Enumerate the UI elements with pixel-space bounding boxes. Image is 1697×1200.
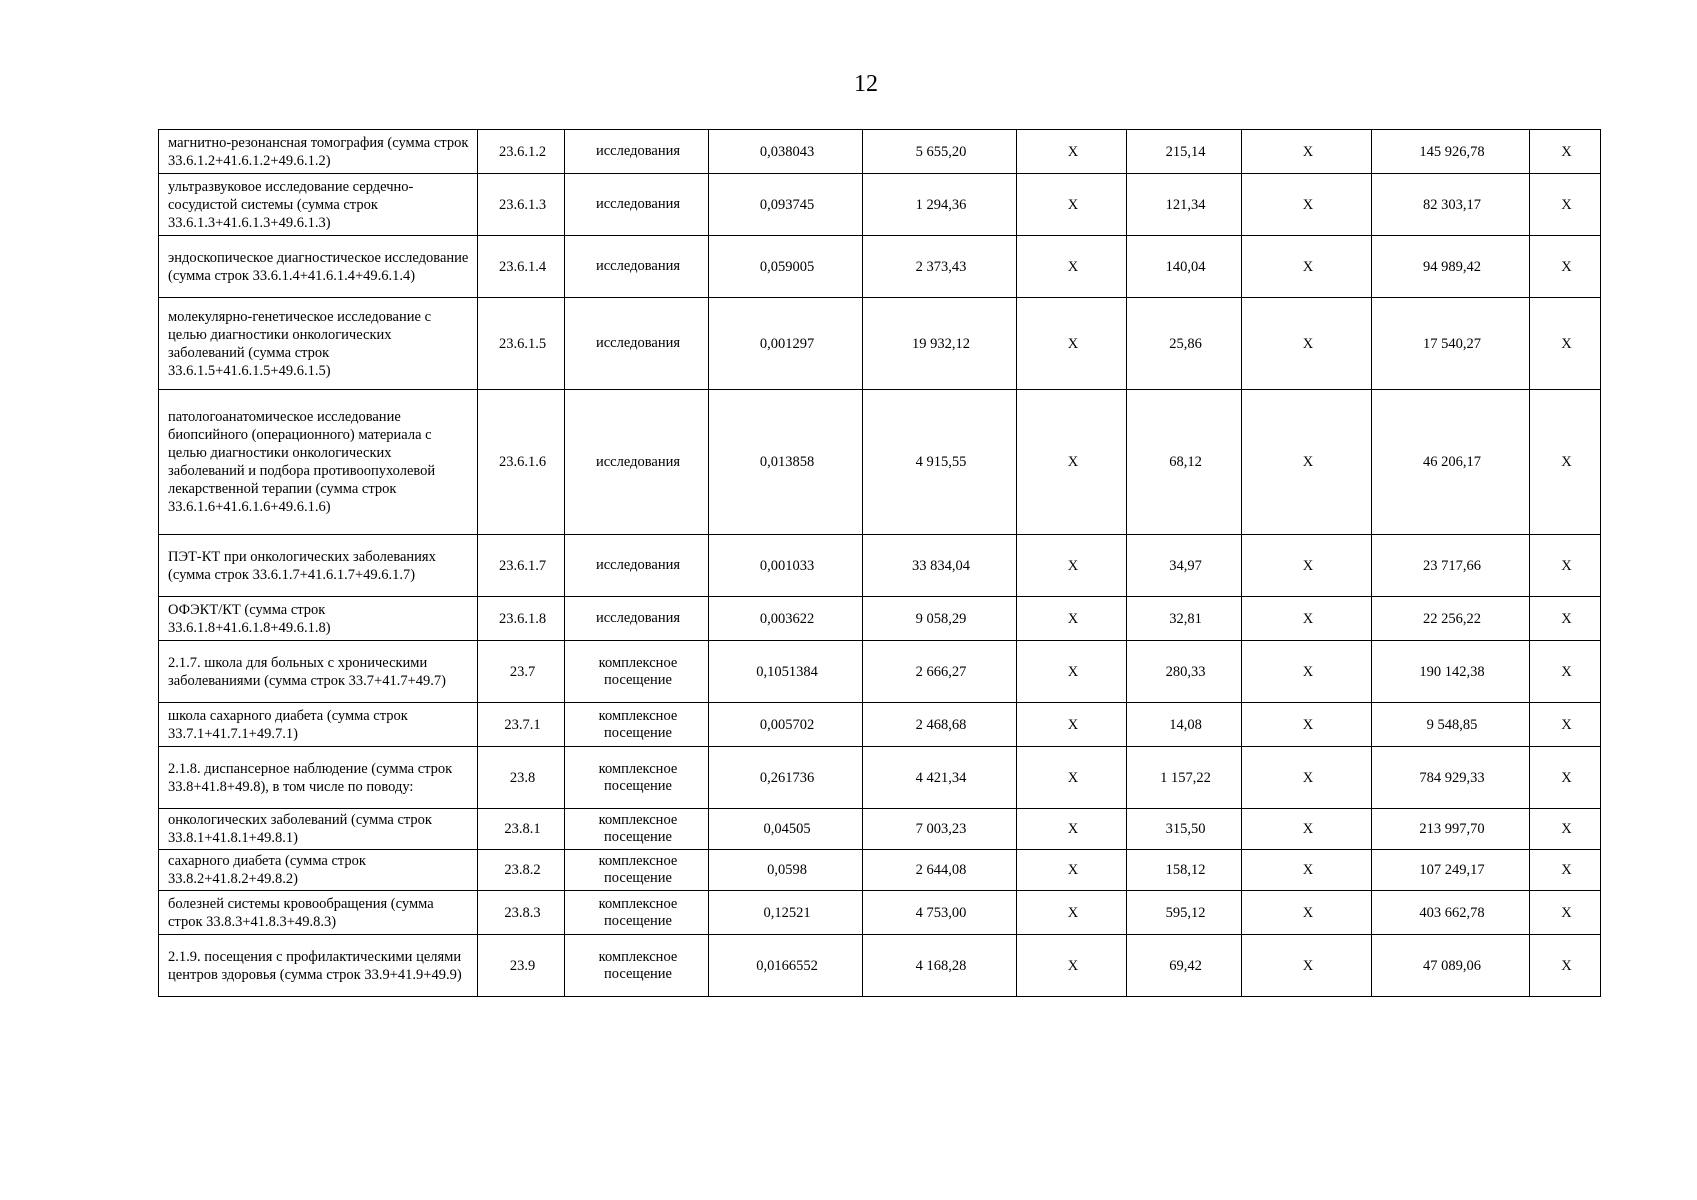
row-col6: Х [1017, 850, 1127, 891]
row-col6: Х [1017, 298, 1127, 390]
tariff-table [158, 129, 1601, 997]
row-col10: Х [1530, 747, 1601, 809]
row-col7: 595,12 [1127, 891, 1242, 935]
table-row [159, 236, 1601, 298]
row-col9: 784 929,33 [1372, 747, 1530, 809]
row-unit: комплексное посещение [565, 850, 709, 891]
table-row [159, 891, 1601, 935]
row-col10: Х [1530, 535, 1601, 597]
row-col7: 315,50 [1127, 809, 1242, 850]
row-col7: 215,14 [1127, 130, 1242, 174]
row-code: 23.8.3 [478, 891, 565, 935]
row-norm: 0,003622 [709, 597, 863, 641]
row-col8: Х [1242, 390, 1372, 535]
row-col8: Х [1242, 174, 1372, 236]
row-col9: 94 989,42 [1372, 236, 1530, 298]
row-cost: 2 644,08 [863, 850, 1017, 891]
page-number: 12 [854, 71, 878, 97]
row-unit: исследования [565, 236, 709, 298]
table-row [159, 850, 1601, 891]
row-cost: 2 666,27 [863, 641, 1017, 703]
row-col6: Х [1017, 747, 1127, 809]
row-name: школа сахарного диабета (сумма строк 33.7.1+41.7.1+49.7.1) [159, 703, 478, 747]
row-col9: 9 548,85 [1372, 703, 1530, 747]
row-col10: Х [1530, 174, 1601, 236]
row-code: 23.8.2 [478, 850, 565, 891]
row-col10: Х [1530, 236, 1601, 298]
row-name: патологоанатомическое исследование биопсийного (операционного) материала с целью диагностики онкологических заболеваний и подбора противоопухолевой лекарственной терапии (сумма строк 33.6.1.6+41.6.1.6+49.6.1.6) [159, 390, 478, 535]
table-row [159, 703, 1601, 747]
row-name: онкологических заболеваний (сумма строк 33.8.1+41.8.1+49.8.1) [159, 809, 478, 850]
table-row [159, 390, 1601, 535]
row-cost: 4 915,55 [863, 390, 1017, 535]
row-norm: 0,001033 [709, 535, 863, 597]
row-col7: 25,86 [1127, 298, 1242, 390]
row-col10: Х [1530, 935, 1601, 997]
row-cost: 5 655,20 [863, 130, 1017, 174]
row-col6: Х [1017, 703, 1127, 747]
row-col6: Х [1017, 130, 1127, 174]
row-cost: 4 753,00 [863, 891, 1017, 935]
row-code: 23.6.1.4 [478, 236, 565, 298]
row-code: 23.6.1.2 [478, 130, 565, 174]
row-norm: 0,093745 [709, 174, 863, 236]
table-row [159, 298, 1601, 390]
row-norm: 0,005702 [709, 703, 863, 747]
row-name: магнитно-резонансная томография (сумма строк 33.6.1.2+41.6.1.2+49.6.1.2) [159, 130, 478, 174]
row-col7: 140,04 [1127, 236, 1242, 298]
row-col6: Х [1017, 891, 1127, 935]
row-col7: 69,42 [1127, 935, 1242, 997]
table-row [159, 597, 1601, 641]
row-code: 23.8 [478, 747, 565, 809]
row-unit: комплексное посещение [565, 891, 709, 935]
row-col8: Х [1242, 298, 1372, 390]
row-cost: 19 932,12 [863, 298, 1017, 390]
row-col7: 121,34 [1127, 174, 1242, 236]
row-unit: комплексное посещение [565, 809, 709, 850]
row-col6: Х [1017, 390, 1127, 535]
row-cost: 4 168,28 [863, 935, 1017, 997]
row-name: болезней системы кровообращения (сумма строк 33.8.3+41.8.3+49.8.3) [159, 891, 478, 935]
row-unit: исследования [565, 130, 709, 174]
row-code: 23.9 [478, 935, 565, 997]
row-code: 23.6.1.6 [478, 390, 565, 535]
row-norm: 0,038043 [709, 130, 863, 174]
row-col8: Х [1242, 703, 1372, 747]
row-name: 2.1.9. посещения с профилактическими целями центров здоровья (сумма строк 33.9+41.9+49.9) [159, 935, 478, 997]
row-cost: 33 834,04 [863, 535, 1017, 597]
row-col9: 47 089,06 [1372, 935, 1530, 997]
row-unit: комплексное посещение [565, 935, 709, 997]
row-col9: 22 256,22 [1372, 597, 1530, 641]
row-col8: Х [1242, 236, 1372, 298]
row-unit: комплексное посещение [565, 641, 709, 703]
row-name: 2.1.8. диспансерное наблюдение (сумма строк 33.8+41.8+49.8), в том числе по поводу: [159, 747, 478, 809]
row-col8: Х [1242, 597, 1372, 641]
row-cost: 2 468,68 [863, 703, 1017, 747]
row-col6: Х [1017, 935, 1127, 997]
row-unit: комплексное посещение [565, 747, 709, 809]
table-row [159, 535, 1601, 597]
row-norm: 0,0166552 [709, 935, 863, 997]
row-col8: Х [1242, 130, 1372, 174]
row-norm: 0,1051384 [709, 641, 863, 703]
row-name: ОФЭКТ/КТ (сумма строк 33.6.1.8+41.6.1.8+49.6.1.8) [159, 597, 478, 641]
table-row [159, 809, 1601, 850]
row-name: ПЭТ-КТ при онкологических заболеваниях (сумма строк 33.6.1.7+41.6.1.7+49.6.1.7) [159, 535, 478, 597]
table-row [159, 641, 1601, 703]
row-code: 23.6.1.8 [478, 597, 565, 641]
row-col10: Х [1530, 641, 1601, 703]
row-col9: 17 540,27 [1372, 298, 1530, 390]
row-cost: 9 058,29 [863, 597, 1017, 641]
row-col6: Х [1017, 809, 1127, 850]
row-col8: Х [1242, 850, 1372, 891]
row-col9: 213 997,70 [1372, 809, 1530, 850]
row-unit: исследования [565, 390, 709, 535]
row-col9: 403 662,78 [1372, 891, 1530, 935]
row-col7: 68,12 [1127, 390, 1242, 535]
table-body [159, 130, 1601, 997]
row-norm: 0,013858 [709, 390, 863, 535]
row-name: сахарного диабета (сумма строк 33.8.2+41.8.2+49.8.2) [159, 850, 478, 891]
row-name: эндоскопическое диагностическое исследование (сумма строк 33.6.1.4+41.6.1.4+49.6.1.4) [159, 236, 478, 298]
row-col6: Х [1017, 597, 1127, 641]
table-row [159, 935, 1601, 997]
row-norm: 0,059005 [709, 236, 863, 298]
row-unit: исследования [565, 535, 709, 597]
row-unit: исследования [565, 298, 709, 390]
row-col10: Х [1530, 298, 1601, 390]
row-code: 23.8.1 [478, 809, 565, 850]
row-code: 23.6.1.5 [478, 298, 565, 390]
row-col10: Х [1530, 597, 1601, 641]
row-code: 23.7 [478, 641, 565, 703]
row-col9: 46 206,17 [1372, 390, 1530, 535]
row-norm: 0,12521 [709, 891, 863, 935]
row-unit: комплексное посещение [565, 703, 709, 747]
row-col6: Х [1017, 174, 1127, 236]
row-norm: 0,0598 [709, 850, 863, 891]
row-col10: Х [1530, 130, 1601, 174]
row-col7: 158,12 [1127, 850, 1242, 891]
table-row [159, 747, 1601, 809]
row-col7: 34,97 [1127, 535, 1242, 597]
row-col7: 280,33 [1127, 641, 1242, 703]
row-col10: Х [1530, 850, 1601, 891]
row-col8: Х [1242, 809, 1372, 850]
row-norm: 0,261736 [709, 747, 863, 809]
row-col8: Х [1242, 535, 1372, 597]
row-col8: Х [1242, 891, 1372, 935]
row-cost: 2 373,43 [863, 236, 1017, 298]
row-cost: 1 294,36 [863, 174, 1017, 236]
row-cost: 7 003,23 [863, 809, 1017, 850]
row-code: 23.6.1.7 [478, 535, 565, 597]
row-cost: 4 421,34 [863, 747, 1017, 809]
row-norm: 0,04505 [709, 809, 863, 850]
row-col10: Х [1530, 891, 1601, 935]
table-row [159, 130, 1601, 174]
row-name: 2.1.7. школа для больных с хроническими заболеваниями (сумма строк 33.7+41.7+49.7) [159, 641, 478, 703]
row-col9: 107 249,17 [1372, 850, 1530, 891]
row-col9: 190 142,38 [1372, 641, 1530, 703]
row-unit: исследования [565, 597, 709, 641]
row-code: 23.6.1.3 [478, 174, 565, 236]
row-col6: Х [1017, 641, 1127, 703]
row-col8: Х [1242, 935, 1372, 997]
row-code: 23.7.1 [478, 703, 565, 747]
row-col10: Х [1530, 809, 1601, 850]
row-name: ультразвуковое исследование сердечно-сосудистой системы (сумма строк 33.6.1.3+41.6.1.3+49.6.1.3) [159, 174, 478, 236]
row-col6: Х [1017, 236, 1127, 298]
row-col7: 14,08 [1127, 703, 1242, 747]
row-col7: 1 157,22 [1127, 747, 1242, 809]
row-col9: 145 926,78 [1372, 130, 1530, 174]
row-unit: исследования [565, 174, 709, 236]
table-row [159, 174, 1601, 236]
row-col7: 32,81 [1127, 597, 1242, 641]
row-col9: 23 717,66 [1372, 535, 1530, 597]
row-col8: Х [1242, 747, 1372, 809]
row-col8: Х [1242, 641, 1372, 703]
row-col6: Х [1017, 535, 1127, 597]
row-col9: 82 303,17 [1372, 174, 1530, 236]
row-col10: Х [1530, 390, 1601, 535]
row-name: молекулярно-генетическое исследование с целью диагностики онкологических заболеваний (сумма строк 33.6.1.5+41.6.1.5+49.6.1.5) [159, 298, 478, 390]
row-norm: 0,001297 [709, 298, 863, 390]
row-col10: Х [1530, 703, 1601, 747]
